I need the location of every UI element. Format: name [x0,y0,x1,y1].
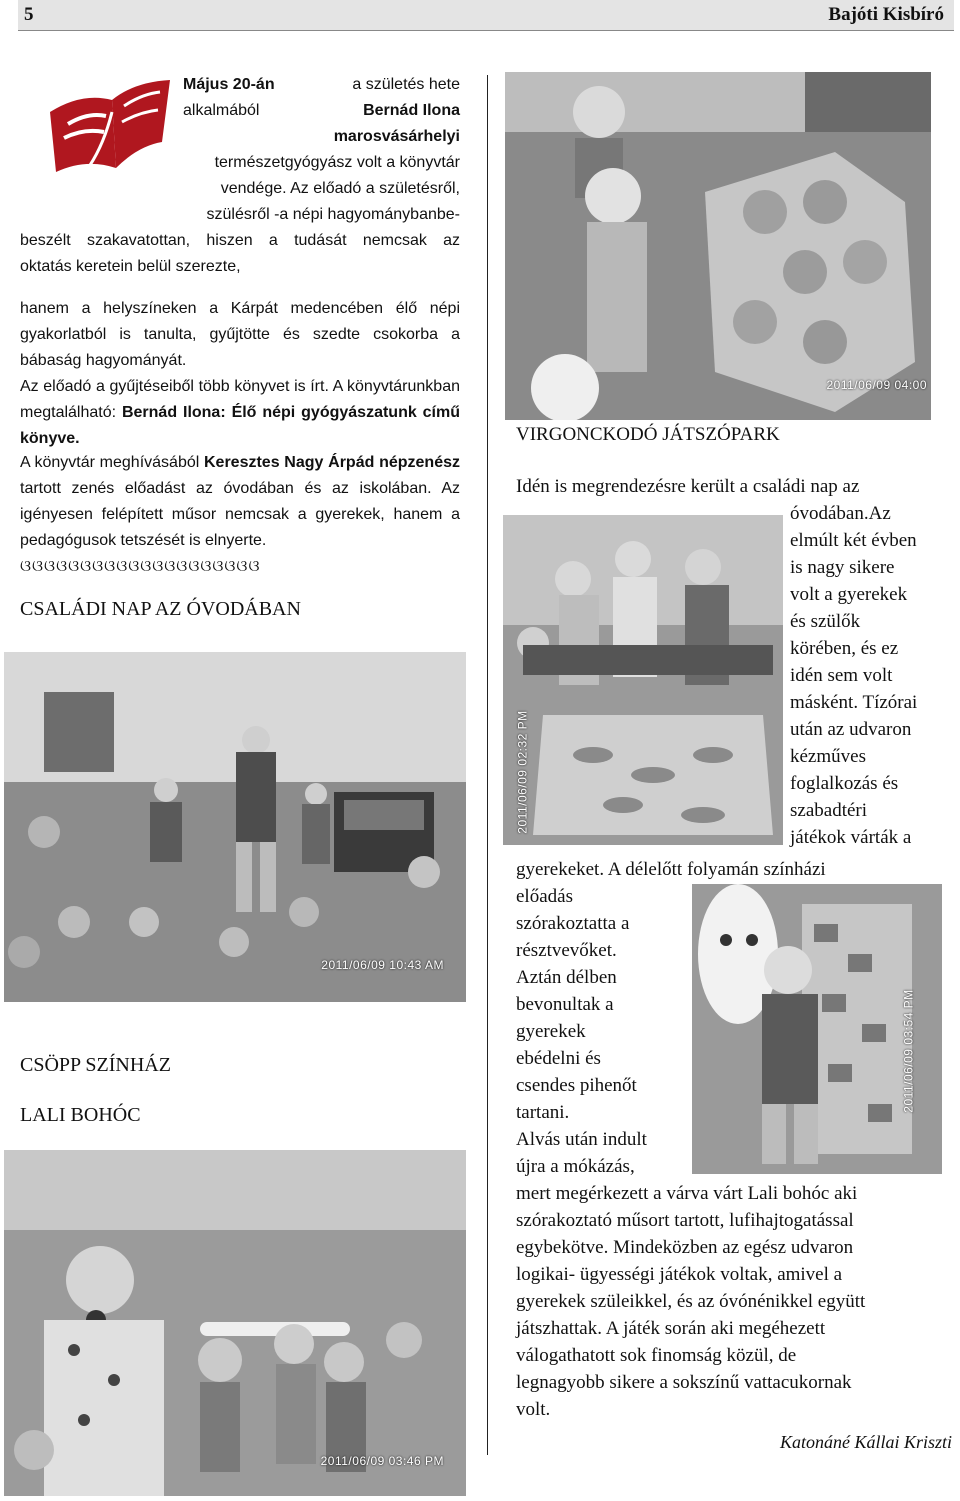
photo-timestamp: 2011/06/09 02:32 PM [515,710,530,834]
family-day-narrow-text [790,500,960,851]
paragraph-2: hanem a helyszíneken a Kárpát medencében élő népi gyakorlatból is tanulta, gyűjtötte és szedte csokorba a bábaság hagyományát. [20,300,460,369]
page-number: 5 [24,4,34,25]
intro-text: a születés hete [352,76,460,93]
paragraph-4-text: A könyvtár meghívásából [20,454,204,471]
text-line: gyerekeket. A délelőtt folyamán színházi [516,859,826,880]
publication-name: Bajóti Kisbíró [828,4,944,25]
text-line: kézműves [790,746,866,767]
ornament-divider: ଓଓଓଓଓଓଓଓଓଓଓଓଓଓଓଓଓଓଓଓ [20,556,261,575]
intro-text: szülésről -a népi hagyománybanbe- [206,206,460,223]
column-divider [487,75,488,1455]
text-line: egybekötve. Mindeközben az egész udvaron [516,1237,854,1258]
text-line: csendes pihenőt [516,1075,637,1096]
text-line: is nagy sikere [790,557,895,578]
text-line: újra a mókázás, [516,1156,635,1177]
guest-name: Bernád Ilona [363,102,460,119]
intro-line-3 [183,124,460,150]
family-day-mid-text [516,856,956,1180]
text-line: Aztán délben [516,967,617,988]
book-icon [42,72,180,182]
text-line: és szülők [790,611,861,632]
clown-photo [4,1150,466,1496]
family-day-line-1: Idén is megrendezésre került a családi nap az [516,476,860,497]
text-line: szórakoztató műsort tartott, lufihajtogatással [516,1210,854,1231]
intro-block [183,72,460,228]
family-day-wide-text [516,1180,956,1423]
article-author: Katonáné Kállai Kriszti [779,1432,952,1452]
intro-line-4 [183,150,460,176]
intro-line-1 [183,72,460,98]
text-line: gyerekek [516,1021,586,1042]
paragraph-4-text: tartott zenés előadást az óvodában és az iskolában. Az igényesen felépített műsor nemcsak a gyerekek, hanem a pedagógusok tetszését is elnyerte. [20,480,460,549]
text-line: játékok várták a [790,827,912,848]
musician-name: Keresztes Nagy Árpád népzenész [204,454,460,471]
text-line: volt. [516,1399,551,1420]
text-line: másként. Tízórai [790,692,918,713]
photo-timestamp: 2011/06/09 03:54 PM [901,989,916,1113]
paragraph-3 [20,374,460,452]
guest-origin: marosvásárhelyi [333,128,460,145]
text-line: szórakoztatta a [516,913,630,934]
text-line: válogathatott sok finomság közül, de [516,1345,797,1366]
text-line: óvodában.Az [790,503,891,524]
text-line: ebédelni és [516,1048,601,1069]
text-line: előadás [516,886,573,907]
intro-line-6 [183,202,460,228]
intro-line-8: oktatás keretein belül szerezte, [20,258,241,275]
intro-text: alkalmából [183,102,260,119]
text-line: logikai- ügyességi játékok voltak, amivel a [516,1264,843,1285]
text-line: mert megérkezett a várva várt Lali bohóc aki [516,1183,858,1204]
caption-theater: CSÖPP SZÍNHÁZ [20,1054,171,1076]
fishing-game-photo [503,515,783,845]
photo-timestamp: 2011/06/09 10:43 AM [321,958,444,972]
text-line: tartani. [516,1102,570,1123]
intro-text: vendége. Az előadó a születésről, [220,180,460,197]
intro-text: természetgyógyász volt a könyvtár [214,154,460,171]
text-line: foglalkozás és [790,773,899,794]
playground-caption: VIRGONCKODÓ JÁTSZÓPARK [516,424,780,445]
text-line: elmúlt két évben [790,530,917,551]
text-line: bevonultak a [516,994,614,1015]
text-line: legnagyobb sikere a sokszínű vattacukornak [516,1372,852,1393]
book-title: Bernád Ilona: Élő népi gyógyászatunk című könyve. [20,404,460,447]
text-line: idén sem volt [790,665,893,686]
text-line: gyerekek szüleikkel, és az óvónénikkel együtt [516,1291,866,1312]
photo-timestamp: 2011/06/09 03:46 PM [320,1454,444,1468]
text-line: szabadtéri [790,800,868,821]
date-text: Május 20-án [183,76,275,93]
intro-line-7: beszélt szakavatottan, hiszen a tudását nemcsak az [20,232,460,249]
text-line: Alvás után indult [516,1129,647,1150]
theater-photo [4,652,466,1002]
intro-line-2 [183,98,460,124]
text-line: körében, és ez [790,638,899,659]
text-line: után az udvaron [790,719,912,740]
intro-line-5 [183,176,460,202]
text-line: résztvevőket. [516,940,617,961]
paragraph-4 [20,450,460,554]
paragraph-3-text: Az előadó a gyűjtéseiből több könyvet is írt. A könyvtárunkban megtalálható: [20,378,460,421]
playground-photo [505,72,931,420]
photo-timestamp: 2011/06/09 04:00 [826,378,927,392]
text-line: volt a gyerekek [790,584,908,605]
section-title: CSALÁDI NAP AZ ÓVODÁBAN [20,598,301,620]
page-header [18,0,954,31]
caption-clown: LALI BOHÓC [20,1104,141,1126]
text-line: játszhattak. A játék során aki megéhezett [516,1318,826,1339]
